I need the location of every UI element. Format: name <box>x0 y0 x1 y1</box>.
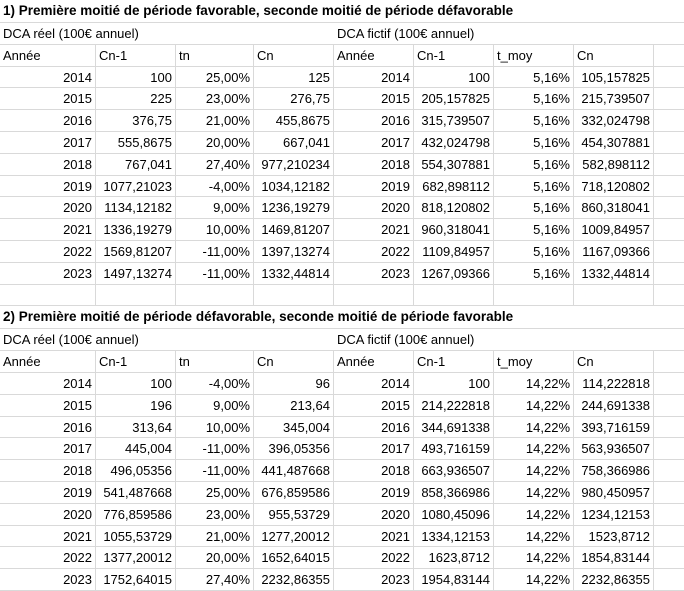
section1-title[interactable]: 1) Première moitié de période favorable, seconde moitié de période défavorable <box>3 3 514 18</box>
header-cell[interactable]: tn <box>176 351 254 372</box>
table-cell[interactable]: 1332,44814 <box>254 263 334 284</box>
section2-caption-row <box>0 329 684 351</box>
table-cell[interactable]: 860,318041 <box>574 197 654 218</box>
table-cell[interactable]: 14,22% <box>494 526 574 547</box>
table-cell[interactable]: 215,739507 <box>574 88 654 109</box>
table-cell[interactable]: 313,64 <box>96 417 176 438</box>
table-cell[interactable]: -11,00% <box>176 460 254 481</box>
table-cell[interactable]: 1469,81207 <box>254 219 334 240</box>
table-row <box>0 176 684 198</box>
empty-cell[interactable] <box>654 110 684 131</box>
table-cell[interactable]: 955,53729 <box>254 504 334 525</box>
table-cell[interactable]: 2019 <box>0 482 96 503</box>
table-cell[interactable]: -11,00% <box>176 263 254 284</box>
table-cell[interactable]: 14,22% <box>494 482 574 503</box>
table-cell[interactable]: 454,307881 <box>574 132 654 153</box>
table-cell[interactable]: 663,936507 <box>414 460 494 481</box>
empty-cell[interactable] <box>654 219 684 240</box>
empty-cell[interactable] <box>654 132 684 153</box>
table-cell[interactable]: 667,041 <box>254 132 334 153</box>
table-cell[interactable]: 205,157825 <box>414 88 494 109</box>
table-cell[interactable]: 2018 <box>334 154 414 175</box>
table-cell[interactable]: 1523,8712 <box>574 526 654 547</box>
empty-cell[interactable] <box>654 176 684 197</box>
table-cell[interactable]: 105,157825 <box>574 67 654 88</box>
table-cell[interactable]: 2016 <box>0 110 96 131</box>
table-cell[interactable]: 767,041 <box>96 154 176 175</box>
table-cell[interactable]: 14,22% <box>494 460 574 481</box>
table-cell[interactable]: 2022 <box>0 547 96 568</box>
table-cell[interactable]: 376,75 <box>96 110 176 131</box>
table-cell[interactable]: 1234,12153 <box>574 504 654 525</box>
table-cell[interactable]: 858,366986 <box>414 482 494 503</box>
empty-cell[interactable] <box>654 263 684 284</box>
table-cell[interactable]: 2019 <box>334 482 414 503</box>
empty-cell[interactable] <box>654 504 684 525</box>
table-cell[interactable]: 582,898112 <box>574 154 654 175</box>
table-cell[interactable]: 23,00% <box>176 88 254 109</box>
table-cell[interactable]: 23,00% <box>176 504 254 525</box>
table-cell[interactable]: 125 <box>254 67 334 88</box>
table-cell[interactable]: 1497,13274 <box>96 263 176 284</box>
table-cell[interactable]: 1009,84957 <box>574 219 654 240</box>
table-cell[interactable]: 432,024798 <box>414 132 494 153</box>
table-cell[interactable]: 213,64 <box>254 395 334 416</box>
table-cell[interactable]: 10,00% <box>176 417 254 438</box>
empty-cell[interactable] <box>654 154 684 175</box>
table-cell[interactable]: 2015 <box>0 88 96 109</box>
empty-cell[interactable] <box>654 482 684 503</box>
header-cell[interactable]: Cn-1 <box>96 45 176 66</box>
empty-cell[interactable] <box>414 285 494 306</box>
table-cell[interactable]: 9,00% <box>176 197 254 218</box>
table-cell[interactable]: 27,40% <box>176 569 254 590</box>
section2-header-row <box>0 351 684 373</box>
table-cell[interactable]: 100 <box>414 373 494 394</box>
section2-title[interactable]: 2) Première moitié de période défavorable, seconde moitié de période favorable <box>3 309 514 325</box>
table-cell[interactable]: 14,22% <box>494 438 574 459</box>
header-cell[interactable]: t_moy <box>494 45 574 66</box>
table-cell[interactable]: 1752,64015 <box>96 569 176 590</box>
empty-cell[interactable] <box>654 197 684 218</box>
table-cell[interactable]: 5,16% <box>494 241 574 262</box>
table-cell[interactable]: 5,16% <box>494 88 574 109</box>
empty-cell[interactable] <box>96 285 176 306</box>
empty-cell[interactable] <box>654 547 684 568</box>
empty-cell[interactable] <box>654 569 684 590</box>
table-cell[interactable]: 1954,83144 <box>414 569 494 590</box>
spacer-row <box>0 285 684 307</box>
section1-table-body <box>0 67 684 285</box>
table-cell[interactable]: 2016 <box>0 417 96 438</box>
table-cell[interactable]: 818,120802 <box>414 197 494 218</box>
table-cell[interactable]: 20,00% <box>176 132 254 153</box>
table-cell[interactable]: -11,00% <box>176 438 254 459</box>
table-row <box>0 373 684 395</box>
table-cell[interactable]: 563,936507 <box>574 438 654 459</box>
header-cell[interactable]: Cn-1 <box>414 351 494 372</box>
table-cell[interactable]: 1334,12153 <box>414 526 494 547</box>
table-cell[interactable]: 1267,09366 <box>414 263 494 284</box>
empty-cell[interactable] <box>654 351 684 372</box>
section2-title-row <box>0 306 684 329</box>
table-cell[interactable]: 2022 <box>334 547 414 568</box>
table-cell[interactable]: 1077,21023 <box>96 176 176 197</box>
table-cell[interactable]: 2014 <box>334 373 414 394</box>
table-cell[interactable]: 5,16% <box>494 154 574 175</box>
table-row <box>0 154 684 176</box>
table-cell[interactable]: 1134,12182 <box>96 197 176 218</box>
table-cell[interactable]: 1167,09366 <box>574 241 654 262</box>
table-row <box>0 569 684 591</box>
table-cell[interactable]: 445,004 <box>96 438 176 459</box>
table-cell[interactable]: 1034,12182 <box>254 176 334 197</box>
table-cell[interactable]: 5,16% <box>494 132 574 153</box>
table-cell[interactable]: 2021 <box>0 219 96 240</box>
table-cell[interactable]: 1377,20012 <box>96 547 176 568</box>
table-cell[interactable]: 344,691338 <box>414 417 494 438</box>
table-cell[interactable]: 244,691338 <box>574 395 654 416</box>
section1-left-caption[interactable]: DCA réel (100€ annuel) <box>3 26 139 41</box>
table-cell[interactable]: 2018 <box>0 460 96 481</box>
table-cell[interactable]: 396,05356 <box>254 438 334 459</box>
table-cell[interactable]: 2015 <box>334 395 414 416</box>
table-cell[interactable]: 5,16% <box>494 263 574 284</box>
table-cell[interactable]: 2232,86355 <box>254 569 334 590</box>
table-cell[interactable]: 9,00% <box>176 395 254 416</box>
table-cell[interactable]: 2022 <box>334 241 414 262</box>
table-cell[interactable]: 114,222818 <box>574 373 654 394</box>
table-cell[interactable]: 2023 <box>0 569 96 590</box>
header-cell[interactable]: Année <box>334 351 414 372</box>
table-cell[interactable]: 5,16% <box>494 197 574 218</box>
table-row <box>0 547 684 569</box>
table-cell[interactable]: 1397,13274 <box>254 241 334 262</box>
table-cell[interactable]: 1332,44814 <box>574 263 654 284</box>
table-cell[interactable]: 441,487668 <box>254 460 334 481</box>
table-cell[interactable]: 14,22% <box>494 417 574 438</box>
table-cell[interactable]: 2232,86355 <box>574 569 654 590</box>
section2-right-caption[interactable]: DCA fictif (100€ annuel) <box>337 332 475 348</box>
table-cell[interactable]: 14,22% <box>494 504 574 525</box>
table-cell[interactable]: -4,00% <box>176 176 254 197</box>
table-row <box>0 504 684 526</box>
table-cell[interactable]: 2014 <box>334 67 414 88</box>
empty-cell[interactable] <box>254 285 334 306</box>
table-cell[interactable]: 5,16% <box>494 67 574 88</box>
table-cell[interactable]: 1652,64015 <box>254 547 334 568</box>
table-cell[interactable]: 718,120802 <box>574 176 654 197</box>
empty-cell[interactable] <box>654 241 684 262</box>
empty-cell[interactable] <box>654 395 684 416</box>
table-cell[interactable]: 1336,19279 <box>96 219 176 240</box>
table-cell[interactable]: -4,00% <box>176 373 254 394</box>
empty-cell[interactable] <box>654 373 684 394</box>
table-row <box>0 526 684 548</box>
empty-cell[interactable] <box>654 285 684 306</box>
table-cell[interactable]: 393,716159 <box>574 417 654 438</box>
table-cell[interactable]: 96 <box>254 373 334 394</box>
table-cell[interactable]: 555,8675 <box>96 132 176 153</box>
table-cell[interactable]: 2015 <box>0 395 96 416</box>
empty-cell[interactable] <box>654 460 684 481</box>
table-row <box>0 263 684 285</box>
section1-right-caption[interactable]: DCA fictif (100€ annuel) <box>337 26 475 41</box>
table-cell[interactable]: 455,8675 <box>254 110 334 131</box>
empty-cell[interactable] <box>654 438 684 459</box>
table-cell[interactable]: 1569,81207 <box>96 241 176 262</box>
table-cell[interactable]: 2018 <box>0 154 96 175</box>
header-cell[interactable]: Cn <box>254 351 334 372</box>
table-cell[interactable]: 5,16% <box>494 219 574 240</box>
table-cell[interactable]: 541,487668 <box>96 482 176 503</box>
table-row <box>0 417 684 439</box>
table-cell[interactable]: 5,16% <box>494 176 574 197</box>
table-cell[interactable]: 315,739507 <box>414 110 494 131</box>
table-cell[interactable]: 2017 <box>0 132 96 153</box>
table-cell[interactable]: 2017 <box>0 438 96 459</box>
table-cell[interactable]: 676,859586 <box>254 482 334 503</box>
table-cell[interactable]: 2021 <box>334 526 414 547</box>
table-cell[interactable]: 14,22% <box>494 395 574 416</box>
empty-cell[interactable] <box>176 285 254 306</box>
table-cell[interactable]: 2020 <box>0 197 96 218</box>
table-cell[interactable]: 2016 <box>334 417 414 438</box>
table-cell[interactable]: 21,00% <box>176 110 254 131</box>
section1-caption-row <box>0 23 684 45</box>
table-cell[interactable]: 2022 <box>0 241 96 262</box>
table-cell[interactable]: 776,859586 <box>96 504 176 525</box>
table-cell[interactable]: 2023 <box>334 263 414 284</box>
table-cell[interactable]: 2017 <box>334 132 414 153</box>
table-cell[interactable]: 5,16% <box>494 110 574 131</box>
table-cell[interactable]: 225 <box>96 88 176 109</box>
empty-cell[interactable] <box>574 285 654 306</box>
header-cell[interactable]: Cn <box>574 351 654 372</box>
table-row <box>0 197 684 219</box>
table-row <box>0 88 684 110</box>
table-cell[interactable]: 332,024798 <box>574 110 654 131</box>
table-cell[interactable]: 960,318041 <box>414 219 494 240</box>
table-cell[interactable]: -11,00% <box>176 241 254 262</box>
table-cell[interactable]: 496,05356 <box>96 460 176 481</box>
empty-cell[interactable] <box>654 67 684 88</box>
header-cell[interactable]: Année <box>334 45 414 66</box>
table-cell[interactable]: 977,210234 <box>254 154 334 175</box>
table-cell[interactable]: 100 <box>96 67 176 88</box>
table-cell[interactable]: 25,00% <box>176 67 254 88</box>
table-row <box>0 110 684 132</box>
table-row <box>0 132 684 154</box>
table-cell[interactable]: 2021 <box>334 219 414 240</box>
section2-left-caption[interactable]: DCA réel (100€ annuel) <box>3 332 139 348</box>
header-cell[interactable]: Année <box>0 351 96 372</box>
table-cell[interactable]: 2015 <box>334 88 414 109</box>
table-cell[interactable]: 554,307881 <box>414 154 494 175</box>
empty-cell[interactable] <box>334 285 414 306</box>
table-cell[interactable]: 1623,8712 <box>414 547 494 568</box>
table-cell[interactable]: 14,22% <box>494 547 574 568</box>
table-cell[interactable]: 25,00% <box>176 482 254 503</box>
table-row <box>0 241 684 263</box>
table-cell[interactable]: 493,716159 <box>414 438 494 459</box>
table-cell[interactable]: 20,00% <box>176 547 254 568</box>
table-row <box>0 482 684 504</box>
header-cell[interactable]: tn <box>176 45 254 66</box>
empty-cell[interactable] <box>0 285 96 306</box>
table-cell[interactable]: 1854,83144 <box>574 547 654 568</box>
table-cell[interactable]: 2014 <box>0 373 96 394</box>
table-cell[interactable]: 100 <box>414 67 494 88</box>
section1-title-row <box>0 0 684 23</box>
header-cell[interactable]: Cn-1 <box>96 351 176 372</box>
table-row <box>0 67 684 89</box>
table-cell[interactable]: 2014 <box>0 67 96 88</box>
empty-cell[interactable] <box>654 45 684 66</box>
header-cell[interactable]: Cn-1 <box>414 45 494 66</box>
table-cell[interactable]: 214,222818 <box>414 395 494 416</box>
empty-cell[interactable] <box>654 526 684 547</box>
table-row <box>0 219 684 241</box>
section2-table-body <box>0 373 684 591</box>
table-cell[interactable]: 1109,84957 <box>414 241 494 262</box>
table-cell[interactable]: 758,366986 <box>574 460 654 481</box>
table-cell[interactable]: 1236,19279 <box>254 197 334 218</box>
header-cell[interactable]: Année <box>0 45 96 66</box>
header-cell[interactable]: t_moy <box>494 351 574 372</box>
table-cell[interactable]: 345,004 <box>254 417 334 438</box>
table-cell[interactable]: 2020 <box>0 504 96 525</box>
empty-cell[interactable] <box>654 88 684 109</box>
table-cell[interactable]: 2017 <box>334 438 414 459</box>
table-cell[interactable]: 14,22% <box>494 569 574 590</box>
header-cell[interactable]: Cn <box>574 45 654 66</box>
header-cell[interactable]: Cn <box>254 45 334 66</box>
table-cell[interactable]: 2023 <box>0 263 96 284</box>
section1-header-row <box>0 45 684 67</box>
empty-cell[interactable] <box>494 285 574 306</box>
table-cell[interactable]: 2020 <box>334 504 414 525</box>
table-cell[interactable]: 21,00% <box>176 526 254 547</box>
table-cell[interactable]: 2021 <box>0 526 96 547</box>
table-cell[interactable]: 196 <box>96 395 176 416</box>
table-cell[interactable]: 2019 <box>0 176 96 197</box>
table-cell[interactable]: 2023 <box>334 569 414 590</box>
table-cell[interactable]: 1080,45096 <box>414 504 494 525</box>
table-cell[interactable]: 1277,20012 <box>254 526 334 547</box>
table-cell[interactable]: 980,450957 <box>574 482 654 503</box>
table-cell[interactable]: 2018 <box>334 460 414 481</box>
table-cell[interactable]: 27,40% <box>176 154 254 175</box>
table-row <box>0 438 684 460</box>
table-cell[interactable]: 14,22% <box>494 373 574 394</box>
table-cell[interactable]: 276,75 <box>254 88 334 109</box>
table-cell[interactable]: 1055,53729 <box>96 526 176 547</box>
table-cell[interactable]: 10,00% <box>176 219 254 240</box>
table-cell[interactable]: 682,898112 <box>414 176 494 197</box>
table-cell[interactable]: 100 <box>96 373 176 394</box>
empty-cell[interactable] <box>654 417 684 438</box>
table-cell[interactable]: 2016 <box>334 110 414 131</box>
table-cell[interactable]: 2020 <box>334 197 414 218</box>
table-row <box>0 395 684 417</box>
table-row <box>0 460 684 482</box>
table-cell[interactable]: 2019 <box>334 176 414 197</box>
